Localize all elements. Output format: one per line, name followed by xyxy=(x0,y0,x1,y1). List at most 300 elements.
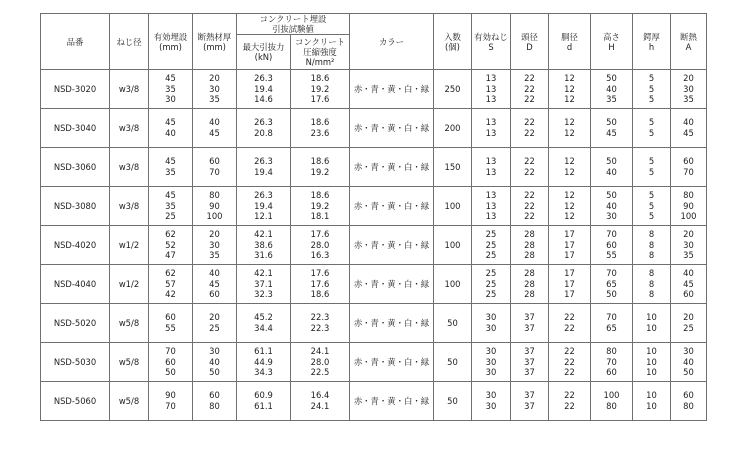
cell-flange xyxy=(633,304,671,343)
cell-value: 18.6 xyxy=(310,73,330,84)
cell-value: 19.2 xyxy=(310,83,330,94)
cell-flange xyxy=(633,265,671,304)
cell-value: 37 xyxy=(524,312,535,323)
cell-strength xyxy=(291,70,350,109)
cell-value: 80 xyxy=(209,190,220,201)
cell-yuko xyxy=(149,343,193,382)
cell-value: 22 xyxy=(524,190,535,201)
cell-neji: w1/2 xyxy=(110,265,149,304)
cell-value: 22 xyxy=(524,117,535,128)
cell-color: 赤・青・黄・白・緑 xyxy=(350,70,434,109)
cell-hinban: NSD-5030 xyxy=(41,343,110,382)
cell-danetsu xyxy=(193,343,237,382)
cell-flange xyxy=(633,187,671,226)
cell-value: 70 xyxy=(165,346,176,357)
cell-value: 10 xyxy=(646,390,657,401)
cell-value: 24.1 xyxy=(310,401,330,411)
cell-yuko xyxy=(149,109,193,148)
cell-value: 12 xyxy=(564,73,575,84)
cell-neji: w1/2 xyxy=(110,226,149,265)
cell-value: 5 xyxy=(648,128,655,138)
cell-yuko xyxy=(149,148,193,187)
cell-value: 17.6 xyxy=(310,268,330,279)
cell-qty: 100 xyxy=(434,265,472,304)
cell-value: 18.6 xyxy=(310,289,330,300)
cell-height xyxy=(591,148,633,187)
cell-force xyxy=(237,109,291,148)
cell-value: 20.8 xyxy=(254,128,273,138)
cell-value: 17 xyxy=(564,250,575,261)
cell-value: 70 xyxy=(606,356,617,367)
cell-force xyxy=(237,187,291,226)
cell-value: 20 xyxy=(209,229,220,240)
cell-insulation xyxy=(671,109,707,148)
cell-value: 40 xyxy=(209,356,220,367)
cell-height xyxy=(591,187,633,226)
cell-value: 13 xyxy=(485,167,497,177)
cell-value: 17 xyxy=(564,229,575,240)
cell-value: 45 xyxy=(683,128,694,138)
cell-value: 42.1 xyxy=(254,229,273,240)
cell-danetsu xyxy=(193,187,237,226)
cell-value: 35 xyxy=(209,250,220,261)
cell-value: 16.4 xyxy=(310,390,330,401)
cell-value: 20 xyxy=(683,229,694,240)
cell-yuko xyxy=(149,265,193,304)
cell-value: 100 xyxy=(206,211,223,222)
cell-neji: w3/8 xyxy=(110,70,149,109)
cell-value: 12 xyxy=(564,211,575,222)
cell-value: 22.5 xyxy=(310,367,330,378)
cell-qty: 250 xyxy=(434,70,472,109)
cell-value: 5 xyxy=(648,211,655,222)
cell-value: 50 xyxy=(606,73,617,84)
cell-flange xyxy=(633,109,671,148)
header-danetsu: 断熱材厚 (mm) xyxy=(193,14,237,70)
cell-value: 8 xyxy=(648,278,655,289)
cell-value: 22 xyxy=(564,401,575,411)
header-irisu: 入数 (個) xyxy=(434,14,472,70)
cell-value: 5 xyxy=(648,83,655,94)
cell-height xyxy=(591,304,633,343)
cell-value: 25 xyxy=(485,289,497,300)
cell-neji: w3/8 xyxy=(110,148,149,187)
cell-value: 26.3 xyxy=(254,117,273,128)
cell-value: 12 xyxy=(564,156,575,167)
cell-s xyxy=(472,265,511,304)
cell-value: 22 xyxy=(564,312,575,323)
cell-value: 10 xyxy=(646,356,657,367)
cell-qty: 200 xyxy=(434,109,472,148)
cell-hinban: NSD-5060 xyxy=(41,382,110,421)
cell-value: 22 xyxy=(524,200,535,211)
cell-insulation xyxy=(671,265,707,304)
cell-strength xyxy=(291,343,350,382)
cell-value: 22 xyxy=(564,390,575,401)
cell-value: 65 xyxy=(606,278,617,289)
cell-value: 70 xyxy=(165,401,176,411)
cell-value: 80 xyxy=(606,401,617,411)
cell-value: 28 xyxy=(524,278,535,289)
cell-value: 38.6 xyxy=(254,239,273,250)
cell-value: 90 xyxy=(165,390,176,401)
cell-value: 22 xyxy=(524,94,535,105)
cell-value: 62 xyxy=(165,268,176,279)
cell-value: 20 xyxy=(209,73,220,84)
cell-value: 30 xyxy=(485,390,497,401)
cell-value: 70 xyxy=(209,167,220,177)
cell-strength xyxy=(291,148,350,187)
cell-qty: 100 xyxy=(434,187,472,226)
cell-hinban: NSD-3040 xyxy=(41,109,110,148)
header-max-force: 最大引抜力 (kN) xyxy=(237,35,291,70)
cell-value: 30 xyxy=(683,83,694,94)
cell-value: 17 xyxy=(564,289,575,300)
cell-value: 90 xyxy=(683,200,694,211)
cell-value: 90 xyxy=(209,200,220,211)
cell-value: 8 xyxy=(648,268,655,279)
cell-value: 30 xyxy=(485,346,497,357)
cell-value: 12 xyxy=(564,117,575,128)
cell-force xyxy=(237,148,291,187)
table-row xyxy=(41,70,707,109)
cell-s xyxy=(472,343,511,382)
cell-value: 60 xyxy=(683,156,694,167)
cell-value: 8 xyxy=(648,229,655,240)
cell-yuko xyxy=(149,187,193,226)
cell-strength xyxy=(291,109,350,148)
header-tsuba: 鍔厚 h xyxy=(633,14,671,70)
cell-value: 22.3 xyxy=(310,312,330,323)
cell-danetsu xyxy=(193,109,237,148)
cell-hinban: NSD-3080 xyxy=(41,187,110,226)
cell-value: 40 xyxy=(606,200,617,211)
cell-value: 70 xyxy=(606,312,617,323)
cell-value: 28 xyxy=(524,239,535,250)
cell-height xyxy=(591,226,633,265)
cell-value: 30 xyxy=(606,211,617,222)
cell-value: 13 xyxy=(485,200,497,211)
cell-head-d xyxy=(511,187,549,226)
header-keikei: 頭径 D xyxy=(511,14,549,70)
cell-value: 40 xyxy=(165,128,176,138)
cell-neji: w5/8 xyxy=(110,304,149,343)
cell-value: 13 xyxy=(485,73,497,84)
cell-value: 31.6 xyxy=(254,250,273,261)
cell-value: 10 xyxy=(646,312,657,323)
cell-value: 50 xyxy=(165,367,176,378)
cell-value: 57 xyxy=(165,278,176,289)
cell-value: 22 xyxy=(524,83,535,94)
cell-body-d xyxy=(549,304,591,343)
table-row xyxy=(41,343,707,382)
cell-danetsu xyxy=(193,226,237,265)
cell-value: 19.4 xyxy=(254,200,273,211)
cell-value: 45 xyxy=(165,190,176,201)
cell-value: 14.6 xyxy=(254,94,273,105)
cell-value: 5 xyxy=(648,94,655,105)
cell-value: 37 xyxy=(524,401,535,411)
cell-insulation xyxy=(671,148,707,187)
cell-value: 23.6 xyxy=(310,128,330,138)
cell-value: 30 xyxy=(485,356,497,367)
cell-body-d xyxy=(549,109,591,148)
cell-height xyxy=(591,70,633,109)
cell-value: 60 xyxy=(606,239,617,250)
cell-value: 40 xyxy=(683,117,694,128)
cell-value: 19.2 xyxy=(310,167,330,177)
cell-value: 100 xyxy=(680,211,697,222)
cell-value: 22 xyxy=(524,128,535,138)
cell-body-d xyxy=(549,343,591,382)
cell-value: 13 xyxy=(485,117,497,128)
cell-value: 22 xyxy=(524,73,535,84)
cell-value: 20 xyxy=(683,312,694,323)
cell-value: 24.1 xyxy=(310,346,330,357)
cell-value: 44.9 xyxy=(254,356,273,367)
cell-head-d xyxy=(511,343,549,382)
cell-value: 22.3 xyxy=(310,323,330,333)
cell-head-d xyxy=(511,70,549,109)
cell-value: 55 xyxy=(165,323,176,333)
table-row xyxy=(41,109,707,148)
cell-value: 70 xyxy=(606,268,617,279)
cell-value: 5 xyxy=(648,73,655,84)
cell-value: 45 xyxy=(209,128,220,138)
cell-value: 61.1 xyxy=(254,346,273,357)
cell-neji: w3/8 xyxy=(110,109,149,148)
cell-value: 30 xyxy=(485,367,497,378)
cell-height xyxy=(591,265,633,304)
header-hinban: 品番 xyxy=(41,14,110,70)
cell-body-d xyxy=(549,382,591,421)
cell-value: 60 xyxy=(209,289,220,300)
cell-force xyxy=(237,343,291,382)
cell-value: 25 xyxy=(485,250,497,261)
cell-force xyxy=(237,382,291,421)
cell-yuko xyxy=(149,304,193,343)
cell-strength xyxy=(291,265,350,304)
cell-danetsu xyxy=(193,148,237,187)
cell-value: 45 xyxy=(165,73,176,84)
cell-value: 8 xyxy=(648,250,655,261)
cell-height xyxy=(591,382,633,421)
cell-value: 22 xyxy=(564,346,575,357)
cell-value: 30 xyxy=(209,346,220,357)
cell-insulation xyxy=(671,343,707,382)
cell-danetsu xyxy=(193,382,237,421)
cell-value: 60 xyxy=(683,390,694,401)
cell-value: 28 xyxy=(524,268,535,279)
cell-hinban: NSD-4020 xyxy=(41,226,110,265)
cell-value: 60.9 xyxy=(254,390,273,401)
cell-value: 17 xyxy=(564,268,575,279)
cell-value: 45 xyxy=(209,278,220,289)
cell-value: 60 xyxy=(209,390,220,401)
cell-value: 37 xyxy=(524,323,535,333)
cell-value: 20 xyxy=(683,73,694,84)
cell-insulation xyxy=(671,187,707,226)
cell-body-d xyxy=(549,187,591,226)
cell-value: 10 xyxy=(646,323,657,333)
cell-s xyxy=(472,304,511,343)
cell-value: 37 xyxy=(524,390,535,401)
header-color: カラー xyxy=(350,14,434,70)
cell-qty: 100 xyxy=(434,226,472,265)
cell-value: 12.1 xyxy=(254,211,273,222)
cell-value: 40 xyxy=(683,268,694,279)
cell-height xyxy=(591,109,633,148)
cell-flange xyxy=(633,226,671,265)
cell-head-d xyxy=(511,226,549,265)
cell-value: 20 xyxy=(209,312,220,323)
cell-value: 45 xyxy=(683,278,694,289)
cell-value: 50 xyxy=(606,117,617,128)
cell-value: 70 xyxy=(683,167,694,177)
header-strength: コンクリート 圧縮強度 N/mm² xyxy=(291,35,350,70)
cell-value: 35 xyxy=(209,94,220,105)
cell-value: 25 xyxy=(485,239,497,250)
cell-force xyxy=(237,304,291,343)
cell-value: 32.3 xyxy=(254,289,273,300)
header-takasa: 高さ H xyxy=(591,14,633,70)
cell-neji: w5/8 xyxy=(110,343,149,382)
cell-value: 26.3 xyxy=(254,190,273,201)
cell-color: 赤・青・黄・白・緑 xyxy=(350,343,434,382)
cell-strength xyxy=(291,226,350,265)
cell-value: 19.4 xyxy=(254,83,273,94)
cell-value: 28 xyxy=(524,289,535,300)
cell-value: 12 xyxy=(564,83,575,94)
cell-body-d xyxy=(549,226,591,265)
cell-value: 30 xyxy=(485,323,497,333)
header-yuko-neji: 有効ねじ S xyxy=(472,14,511,70)
cell-s xyxy=(472,226,511,265)
cell-force xyxy=(237,265,291,304)
table-body xyxy=(41,70,707,421)
cell-value: 65 xyxy=(606,323,617,333)
header-yuko: 有効埋設 (mm) xyxy=(149,14,193,70)
cell-flange xyxy=(633,382,671,421)
cell-hinban: NSD-5020 xyxy=(41,304,110,343)
cell-value: 25 xyxy=(485,268,497,279)
cell-value: 80 xyxy=(606,346,617,357)
cell-value: 37 xyxy=(524,346,535,357)
cell-value: 19.4 xyxy=(254,167,273,177)
cell-value: 50 xyxy=(606,156,617,167)
cell-danetsu xyxy=(193,70,237,109)
cell-value: 80 xyxy=(683,401,694,411)
cell-value: 40 xyxy=(683,356,694,367)
cell-value: 40 xyxy=(606,167,617,177)
table-row xyxy=(41,148,707,187)
cell-strength xyxy=(291,382,350,421)
cell-value: 12 xyxy=(564,128,575,138)
cell-value: 45.2 xyxy=(254,312,273,323)
cell-s xyxy=(472,70,511,109)
cell-flange xyxy=(633,148,671,187)
cell-value: 47 xyxy=(165,250,176,261)
cell-value: 22 xyxy=(564,356,575,367)
cell-value: 61.1 xyxy=(254,401,273,411)
cell-value: 22 xyxy=(564,323,575,333)
cell-qty: 150 xyxy=(434,148,472,187)
cell-value: 13 xyxy=(485,190,497,201)
cell-value: 60 xyxy=(165,312,176,323)
cell-value: 13 xyxy=(485,211,497,222)
cell-danetsu xyxy=(193,265,237,304)
cell-value: 10 xyxy=(646,401,657,411)
cell-height xyxy=(591,343,633,382)
cell-value: 35 xyxy=(683,250,694,261)
cell-value: 30 xyxy=(683,346,694,357)
cell-value: 17.6 xyxy=(310,229,330,240)
cell-value: 30 xyxy=(485,401,497,411)
cell-color: 赤・青・黄・白・緑 xyxy=(350,382,434,421)
cell-value: 30 xyxy=(165,94,176,105)
cell-danetsu xyxy=(193,304,237,343)
cell-insulation xyxy=(671,226,707,265)
cell-neji: w5/8 xyxy=(110,382,149,421)
cell-body-d xyxy=(549,148,591,187)
cell-value: 45 xyxy=(165,156,176,167)
cell-color: 赤・青・黄・白・緑 xyxy=(350,187,434,226)
header-dokei: 胴径 d xyxy=(549,14,591,70)
cell-value: 30 xyxy=(209,239,220,250)
cell-hinban: NSD-3060 xyxy=(41,148,110,187)
cell-value: 52 xyxy=(165,239,176,250)
cell-s xyxy=(472,148,511,187)
cell-neji: w3/8 xyxy=(110,187,149,226)
cell-force xyxy=(237,70,291,109)
cell-value: 37.1 xyxy=(254,278,273,289)
cell-value: 22 xyxy=(524,211,535,222)
cell-value: 26.3 xyxy=(254,156,273,167)
cell-value: 37 xyxy=(524,356,535,367)
cell-value: 25 xyxy=(485,229,497,240)
cell-value: 5 xyxy=(648,117,655,128)
cell-value: 34.4 xyxy=(254,323,273,333)
spec-table xyxy=(40,13,707,421)
cell-value: 70 xyxy=(606,229,617,240)
cell-value: 19.2 xyxy=(310,200,330,211)
cell-value: 37 xyxy=(524,367,535,378)
cell-value: 13 xyxy=(485,94,497,105)
cell-head-d xyxy=(511,382,549,421)
cell-value: 13 xyxy=(485,156,497,167)
cell-head-d xyxy=(511,265,549,304)
table-row xyxy=(41,265,707,304)
cell-value: 17.6 xyxy=(310,278,330,289)
cell-value: 40 xyxy=(209,268,220,279)
cell-hinban: NSD-4040 xyxy=(41,265,110,304)
cell-head-d xyxy=(511,109,549,148)
cell-value: 28 xyxy=(524,250,535,261)
cell-value: 45 xyxy=(606,128,617,138)
cell-value: 30 xyxy=(485,312,497,323)
cell-value: 12 xyxy=(564,190,575,201)
cell-value: 5 xyxy=(648,156,655,167)
cell-value: 100 xyxy=(603,390,620,401)
cell-value: 22 xyxy=(564,367,575,378)
table-row xyxy=(41,382,707,421)
cell-color: 赤・青・黄・白・緑 xyxy=(350,304,434,343)
cell-value: 34.3 xyxy=(254,367,273,378)
cell-value: 26.3 xyxy=(254,73,273,84)
cell-value: 60 xyxy=(165,356,176,367)
cell-body-d xyxy=(549,265,591,304)
cell-value: 25 xyxy=(683,323,694,333)
